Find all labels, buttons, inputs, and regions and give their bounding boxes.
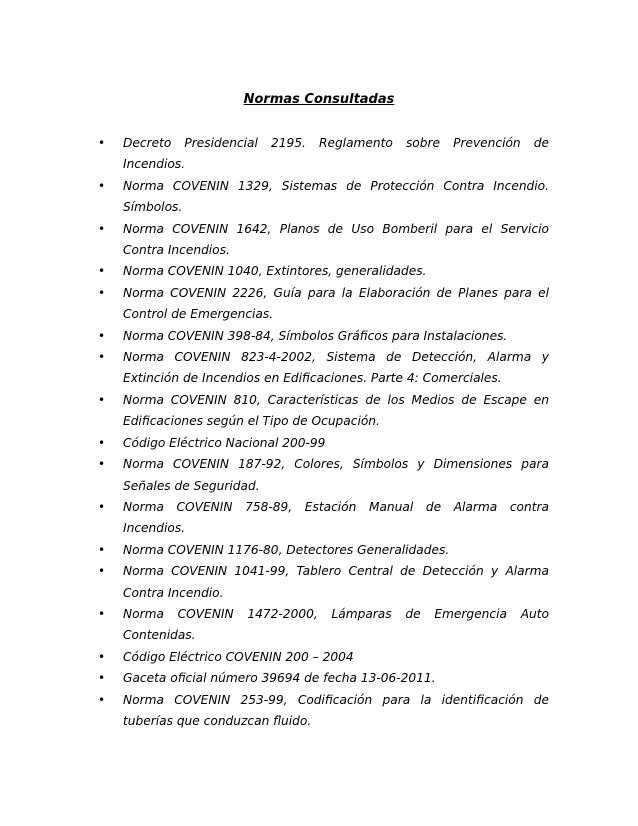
bullet-icon: •	[98, 392, 106, 407]
list-item-text: Código Eléctrico COVENIN 200 – 2004	[123, 649, 354, 664]
list-item	[93, 540, 549, 561]
bullet-icon: •	[98, 606, 106, 621]
list-item	[93, 690, 549, 733]
list-item	[93, 454, 549, 497]
bullet-icon: •	[98, 649, 106, 664]
list-item-text: Norma COVENIN 1041-99, Tablero Central de Detección y Alarma Contra Incendio.	[123, 564, 549, 600]
list-item-text: Norma COVENIN 187-92, Colores, Símbolos y Dimensiones para Señales de Seguridad.	[123, 457, 549, 493]
bullet-icon: •	[98, 221, 106, 236]
bullet-icon: •	[98, 328, 106, 343]
references-list	[93, 133, 549, 732]
bullet-icon: •	[98, 178, 106, 193]
list-item-text: Norma COVENIN 1040, Extintores, generalidades.	[123, 264, 427, 279]
list-item	[93, 604, 549, 647]
list-item-text: Norma COVENIN 810, Características de los Medios de Escape en Edificaciones según el Tipo de Ocupación.	[123, 392, 549, 429]
list-item-text: Norma COVENIN 398-84, Símbolos Gráficos para Instalaciones.	[123, 328, 508, 343]
list-item	[93, 433, 549, 454]
bullet-icon: •	[98, 435, 106, 450]
list-item	[93, 219, 549, 262]
bullet-icon: •	[98, 136, 106, 150]
bullet-icon: •	[98, 564, 106, 579]
bullet-icon: •	[98, 457, 106, 472]
list-item	[93, 647, 549, 668]
list-item-text: Norma COVENIN 1472-2000, Lámparas de Emergencia Auto Contenidas.	[123, 606, 549, 643]
bullet-icon: •	[98, 499, 106, 514]
list-item-text: Norma COVENIN 253-99, Codificación para la identificación de tuberías que conduzcan fluido.	[123, 692, 549, 728]
list-item-text: Norma COVENIN 823-4-2002, Sistema de Detección, Alarma y Extinción de Incendios en Edificaciones. Parte 4: Comerciales.	[123, 350, 549, 386]
list-item-text: Decreto Presidencial 2195. Reglamento sobre Prevención de Incendios.	[123, 136, 549, 172]
bullet-icon: •	[98, 671, 106, 686]
list-item	[93, 668, 549, 689]
bullet-icon: •	[98, 350, 106, 365]
list-item	[93, 561, 549, 604]
list-item	[93, 497, 549, 540]
bullet-icon: •	[98, 542, 106, 557]
list-item-text: Gaceta oficial número 39694 de fecha 13-06-2011.	[123, 671, 436, 686]
list-item	[93, 283, 549, 326]
list-item-text: Norma COVENIN 758-89, Estación Manual de Alarma contra Incendios.	[123, 499, 549, 536]
list-item-text: Norma COVENIN 1176-80, Detectores Generalidades.	[123, 542, 450, 557]
bullet-icon: •	[98, 692, 106, 707]
list-item	[93, 261, 549, 282]
list-item	[93, 390, 549, 433]
list-item	[93, 133, 549, 176]
bullet-icon: •	[98, 285, 106, 300]
bullet-icon: •	[98, 264, 106, 279]
list-item-text: Código Eléctrico Nacional 200-99	[123, 435, 326, 450]
list-item	[93, 347, 549, 390]
list-item	[93, 326, 549, 347]
list-item-text: Norma COVENIN 1642, Planos de Uso Bomberil para el Servicio Contra Incendios.	[123, 221, 549, 258]
list-item-text: Norma COVENIN 1329, Sistemas de Protección Contra Incendio. Símbolos.	[123, 178, 549, 215]
list-item	[93, 176, 549, 219]
list-item-text: Norma COVENIN 2226, Guía para la Elaboración de Planes para el Control de Emergencias.	[123, 285, 549, 322]
page-title: Normas Consultadas	[243, 92, 395, 107]
